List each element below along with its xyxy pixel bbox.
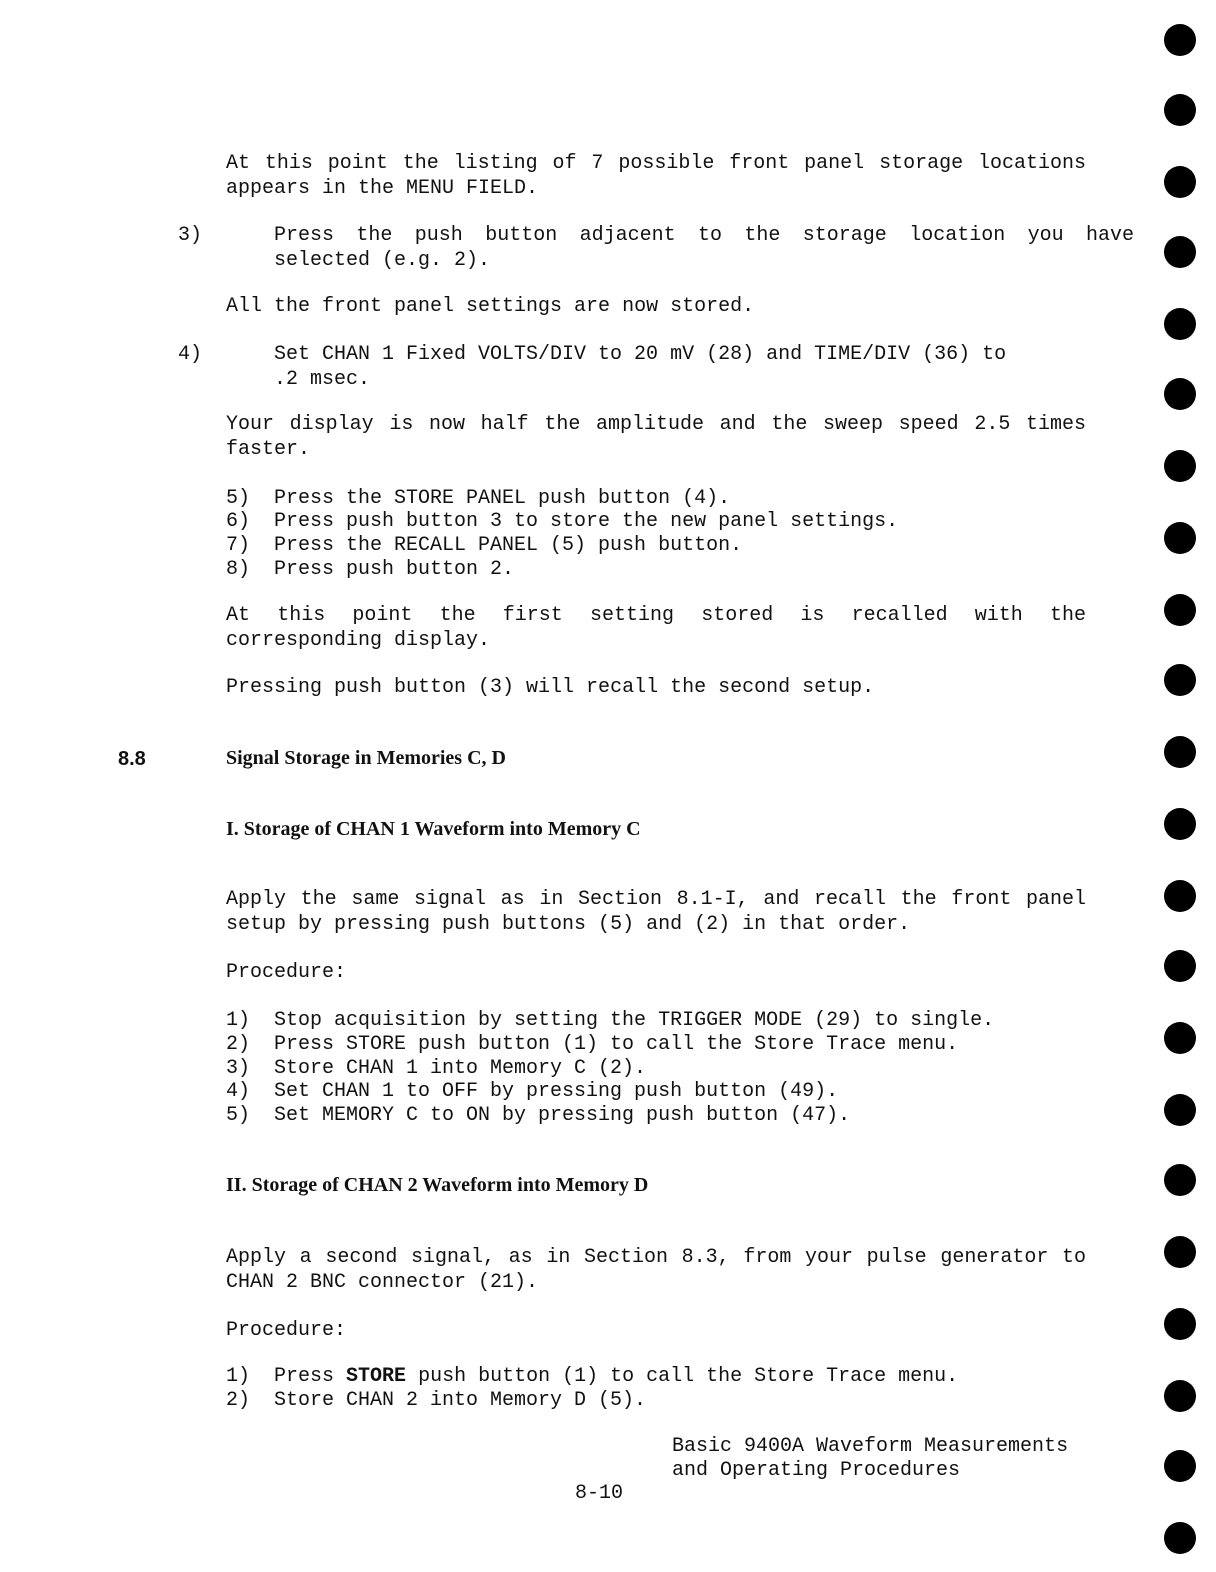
binder-hole-icon [1164, 736, 1196, 768]
subsection-title: I. Storage of CHAN 1 Waveform into Memory C [226, 818, 641, 840]
binder-hole-icon [1164, 1094, 1196, 1126]
list-item [226, 1032, 1086, 1057]
list-item [178, 342, 1034, 392]
paragraph-display-half: Your display is now half the amplitude and the sweep speed 2.5 times faster. [226, 413, 1086, 461]
paragraph-settings-stored: All the front panel settings are now stored. [226, 295, 755, 318]
step-text: Store CHAN 1 into Memory C (2). [274, 1057, 647, 1080]
page-number: 8-10 [575, 1482, 624, 1505]
binder-hole-icon [1164, 1308, 1196, 1340]
step-text: Set CHAN 1 to OFF by pressing push button (49). [274, 1080, 839, 1103]
step-number: 3) [226, 1057, 251, 1080]
list-item [226, 1056, 1086, 1081]
step-text: Press push button 3 to store the new panel settings. [274, 510, 899, 533]
section-number: 8.8 [118, 748, 146, 770]
step-text-bold: STORE [346, 1365, 407, 1388]
binder-hole-icon [1164, 1236, 1196, 1268]
footer-title-line2: and Operating Procedures [672, 1459, 961, 1482]
step-number: 6) [226, 510, 251, 533]
list-item [226, 1364, 1086, 1389]
step-number: 1) [226, 1009, 251, 1032]
step-text: Set CHAN 1 Fixed VOLTS/DIV to 20 mV (28) and TIME/DIV (36) to .2 msec. [274, 343, 1007, 391]
list-item [226, 1008, 1086, 1033]
section-title: Signal Storage in Memories C, D [226, 747, 506, 769]
step-text: Press push button 2. [274, 558, 515, 581]
step-text: Press STORE push button (1) to call the Store Trace menu. [274, 1033, 959, 1056]
binder-hole-icon [1164, 378, 1196, 410]
step-text: Store CHAN 2 into Memory D (5). [274, 1389, 647, 1412]
paragraph-menu-field: At this point the listing of 7 possible front panel storage locations appears in the MENU FIELD. [226, 152, 1086, 200]
list-item [226, 1079, 1086, 1104]
list-item [178, 223, 1134, 273]
list-item [226, 557, 1086, 582]
binder-hole-icon [1164, 24, 1196, 56]
binder-hole-icon [1164, 808, 1196, 840]
step-text-pre: Press [274, 1365, 335, 1388]
binder-hole-icon [1164, 450, 1196, 482]
step-text: Stop acquisition by setting the TRIGGER MODE (29) to single. [274, 1009, 995, 1032]
step-text: Press the RECALL PANEL (5) push button. [274, 534, 743, 557]
binder-hole-icon [1164, 94, 1196, 126]
binder-hole-icon [1164, 1450, 1196, 1482]
step-text-post: push button (1) to call the Store Trace menu. [418, 1365, 959, 1388]
step-number: 8) [226, 558, 251, 581]
list-item [226, 533, 1086, 558]
list-item [226, 509, 1086, 534]
step-number: 4) [178, 343, 203, 366]
step-number: 2) [226, 1033, 251, 1056]
step-text: Press the push button adjacent to the storage location you have selected (e.g. 2). [274, 224, 1134, 272]
binder-hole-icon [1164, 308, 1196, 340]
step-number: 3) [178, 224, 203, 247]
list-item [226, 1103, 1086, 1128]
binder-hole-icon [1164, 1022, 1196, 1054]
paragraph-second-signal: Apply a second signal, as in Section 8.3, from your pulse generator to CHAN 2 BNC connector (21). [226, 1246, 1086, 1294]
step-number: 5) [226, 1104, 251, 1127]
step-text: Press the STORE PANEL push button (4). [274, 487, 731, 510]
binder-hole-icon [1164, 166, 1196, 198]
procedure-label: Procedure: [226, 1319, 347, 1342]
footer-title-line1: Basic 9400A Waveform Measurements [672, 1435, 1069, 1458]
step-number: 4) [226, 1080, 251, 1103]
binder-hole-icon [1164, 594, 1196, 626]
step-text: Set MEMORY C to ON by pressing push button (47). [274, 1104, 851, 1127]
procedure-label: Procedure: [226, 961, 347, 984]
step-number: 2) [226, 1389, 251, 1412]
binder-hole-icon [1164, 1522, 1196, 1554]
paragraph-apply-signal: Apply the same signal as in Section 8.1-I, and recall the front panel setup by pressing push buttons (5) and (2) in that order. [226, 888, 1086, 936]
list-item [226, 486, 1086, 511]
binder-hole-icon [1164, 950, 1196, 982]
binder-hole-icon [1164, 664, 1196, 696]
step-number: 5) [226, 487, 251, 510]
binder-hole-icon [1164, 880, 1196, 912]
binder-hole-icon [1164, 522, 1196, 554]
subsection-title: II. Storage of CHAN 2 Waveform into Memory D [226, 1174, 649, 1196]
step-number: 1) [226, 1365, 251, 1388]
list-item [226, 1388, 1086, 1413]
binder-hole-icon [1164, 1380, 1196, 1412]
binder-hole-icon [1164, 236, 1196, 268]
step-number: 7) [226, 534, 251, 557]
paragraph-first-setting: At this point the first setting stored is recalled with the corresponding display. [226, 604, 1086, 652]
binder-hole-icon [1164, 1164, 1196, 1196]
paragraph-second-setup: Pressing push button (3) will recall the second setup. [226, 676, 875, 699]
